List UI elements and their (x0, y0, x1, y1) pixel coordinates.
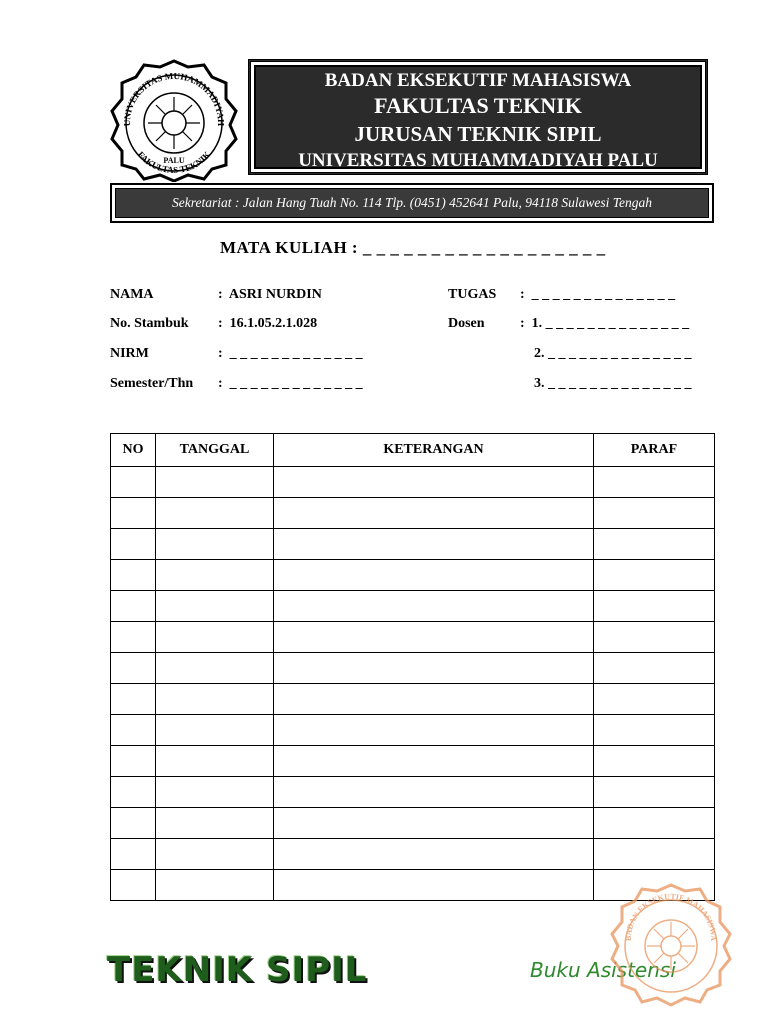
column-header-no: NO (111, 434, 156, 467)
cell-signature[interactable] (594, 808, 715, 839)
cell-no[interactable] (111, 839, 156, 870)
table-row (111, 684, 715, 715)
table-row (111, 839, 715, 870)
cell-notes[interactable] (274, 684, 594, 715)
cell-notes[interactable] (274, 777, 594, 808)
address-bar: Sekretariat : Jalan Hang Tuah No. 114 Tlp. (0451) 452641 Palu, 94118 Sulawesi Tengah (110, 183, 714, 223)
university-name: UNIVERSITAS MUHAMMADIYAH PALU (298, 150, 658, 171)
cell-notes[interactable] (274, 653, 594, 684)
course-field[interactable]: MATA KULIAH : _ _ _ _ _ _ _ _ _ _ _ _ _ _ _ _ _ _ (220, 238, 606, 257)
table-body (111, 467, 715, 901)
cell-date[interactable] (156, 622, 274, 653)
table-row (111, 529, 715, 560)
cell-date[interactable] (156, 715, 274, 746)
cell-notes[interactable] (274, 467, 594, 498)
cell-notes[interactable] (274, 529, 594, 560)
assistance-table (110, 433, 715, 901)
table-row (111, 715, 715, 746)
cell-notes[interactable] (274, 591, 594, 622)
task-label: TUGAS (448, 287, 497, 302)
cell-no[interactable] (111, 653, 156, 684)
cell-no[interactable] (111, 870, 156, 901)
name-label: NAMA (110, 287, 154, 302)
cell-date[interactable] (156, 777, 274, 808)
cell-no[interactable] (111, 684, 156, 715)
column-header-signature: PARAF (594, 434, 715, 467)
task-value[interactable]: : _ _ _ _ _ _ _ _ _ _ _ _ _ _ (520, 287, 676, 302)
cell-date[interactable] (156, 591, 274, 622)
department-name: JURUSAN TEKNIK SIPIL (354, 122, 602, 146)
faculty-name: FAKULTAS TEKNIK (374, 93, 582, 118)
cell-no[interactable] (111, 777, 156, 808)
footer-title: TEKNIK SIPIL (107, 950, 368, 990)
semester-label: Semester/Thn (110, 376, 194, 391)
cell-notes[interactable] (274, 839, 594, 870)
lecturer-1-value[interactable]: : 1. _ _ _ _ _ _ _ _ _ _ _ _ _ _ (520, 316, 690, 331)
table-row (111, 498, 715, 529)
lecturer-3-value[interactable]: 3. _ _ _ _ _ _ _ _ _ _ _ _ _ _ (534, 376, 692, 391)
semester-value[interactable]: : _ _ _ _ _ _ _ _ _ _ _ _ _ (218, 376, 363, 391)
footer-subtitle: Buku Asistensi (530, 958, 676, 982)
cell-signature[interactable] (594, 529, 715, 560)
cell-signature[interactable] (594, 498, 715, 529)
cell-date[interactable] (156, 870, 274, 901)
cell-no[interactable] (111, 591, 156, 622)
cell-no[interactable] (111, 715, 156, 746)
cell-signature[interactable] (594, 839, 715, 870)
table-row (111, 560, 715, 591)
cell-signature[interactable] (594, 746, 715, 777)
cell-date[interactable] (156, 684, 274, 715)
svg-text:PALU: PALU (163, 156, 185, 165)
bem-stamp (608, 882, 734, 1008)
cell-signature[interactable] (594, 684, 715, 715)
svg-text:FAKULTAS TEKNIK: FAKULTAS TEKNIK (135, 149, 213, 176)
cell-no[interactable] (111, 622, 156, 653)
cell-notes[interactable] (274, 746, 594, 777)
cell-no[interactable] (111, 560, 156, 591)
column-header-notes: KETERANGAN (274, 434, 594, 467)
table-row (111, 622, 715, 653)
cell-signature[interactable] (594, 591, 715, 622)
cell-date[interactable] (156, 529, 274, 560)
header-banner (248, 59, 708, 175)
cell-date[interactable] (156, 839, 274, 870)
cell-date[interactable] (156, 808, 274, 839)
org-name: BADAN EKSEKUTIF MAHASISWA (324, 70, 632, 91)
table-row (111, 591, 715, 622)
cell-no[interactable] (111, 529, 156, 560)
cell-notes[interactable] (274, 870, 594, 901)
cell-signature[interactable] (594, 622, 715, 653)
stambuk-label: No. Stambuk (110, 316, 189, 331)
cell-date[interactable] (156, 746, 274, 777)
table-header-row (111, 434, 715, 467)
svg-text:UNIVERSITAS MUHAMMADIYAH: UNIVERSITAS MUHAMMADIYAH (121, 70, 227, 127)
table-row (111, 467, 715, 498)
cell-notes[interactable] (274, 715, 594, 746)
cell-notes[interactable] (274, 498, 594, 529)
cell-date[interactable] (156, 467, 274, 498)
cell-signature[interactable] (594, 560, 715, 591)
lecturer-label: Dosen (448, 316, 485, 331)
cell-notes[interactable] (274, 622, 594, 653)
column-header-date: TANGGAL (156, 434, 274, 467)
cell-notes[interactable] (274, 808, 594, 839)
cell-no[interactable] (111, 808, 156, 839)
lecturer-2-value[interactable]: 2. _ _ _ _ _ _ _ _ _ _ _ _ _ _ (534, 346, 692, 361)
cell-date[interactable] (156, 653, 274, 684)
cell-signature[interactable] (594, 715, 715, 746)
name-value[interactable]: : ASRI NURDIN (218, 287, 322, 302)
cell-no[interactable] (111, 746, 156, 777)
table-row (111, 746, 715, 777)
nirm-value[interactable]: : _ _ _ _ _ _ _ _ _ _ _ _ _ (218, 346, 363, 361)
stambuk-value[interactable]: : 16.1.05.2.1.028 (218, 316, 318, 331)
cell-date[interactable] (156, 498, 274, 529)
cell-no[interactable] (111, 498, 156, 529)
nirm-label: NIRM (110, 346, 149, 361)
cell-notes[interactable] (274, 560, 594, 591)
university-logo (108, 57, 240, 182)
cell-signature[interactable] (594, 653, 715, 684)
cell-no[interactable] (111, 467, 156, 498)
cell-date[interactable] (156, 560, 274, 591)
table-row (111, 808, 715, 839)
cell-signature[interactable] (594, 467, 715, 498)
cell-signature[interactable] (594, 777, 715, 808)
table-row (111, 653, 715, 684)
table-row (111, 777, 715, 808)
svg-text:BADAN EKSEKUTIF MAHASISWA: BADAN EKSEKUTIF MAHASISWA (623, 892, 719, 942)
